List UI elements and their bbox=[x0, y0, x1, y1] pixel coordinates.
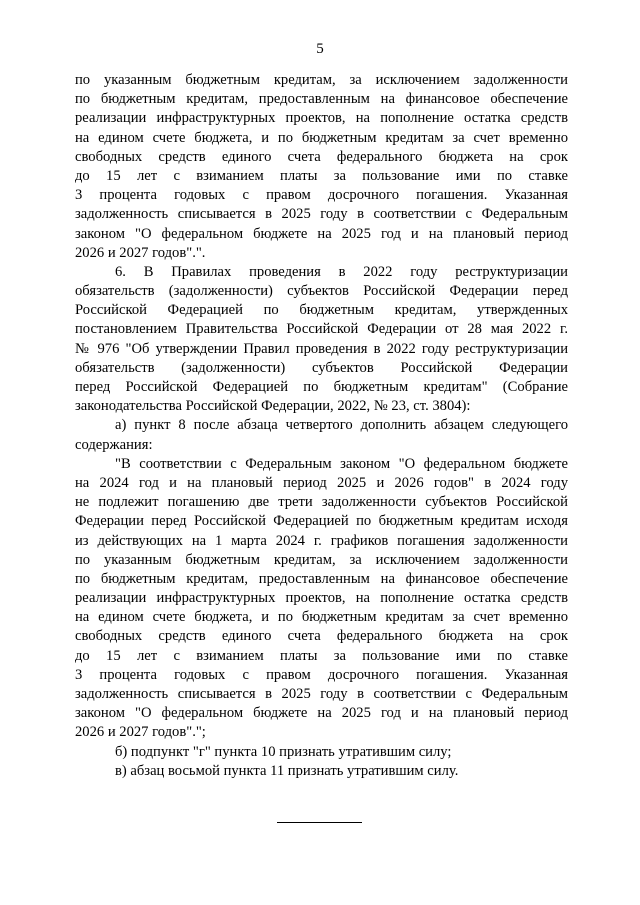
text-line: свободных средств единого счета федерального бюджета на срок bbox=[75, 148, 568, 165]
text-line: по бюджетным кредитам, предоставленным на финансовое обеспечение bbox=[75, 570, 568, 587]
text-line: законодательства Российской Федерации, 2022, № 23, ст. 3804): bbox=[75, 398, 471, 415]
text-line: по указанным бюджетным кредитам, за исключением задолженности bbox=[75, 72, 568, 88]
text-line: до 15 лет с взиманием платы за пользование ими по ставке bbox=[75, 647, 568, 664]
text-line: № 976 "Об утверждении Правил проведения в 2022 году реструктуризации bbox=[75, 340, 568, 357]
text-line: на 2024 год и на плановый период 2025 и 2026 годов" в 2024 году bbox=[75, 474, 568, 491]
text-line: 2026 и 2027 годов".". bbox=[75, 244, 206, 261]
text-line: Российской Федерацией по бюджетным кредитам, утвержденных bbox=[75, 302, 568, 319]
text-line: в) абзац восьмой пункта 11 признать утратившим силу. bbox=[115, 762, 459, 779]
text-line: на едином счете бюджета, и по бюджетным кредитам за счет временно bbox=[75, 129, 568, 146]
text-line: 2026 и 2027 годов"."; bbox=[75, 724, 206, 741]
text-line: Федерации перед Российской Федерацией по бюджетным кредитам исходя bbox=[75, 513, 568, 530]
text-line: из действующих на 1 марта 2024 г. графиков погашения задолженности bbox=[75, 532, 568, 549]
text-line: законом "О федеральном бюджете на 2025 год и на плановый период bbox=[75, 705, 568, 722]
text-line: 6. В Правилах проведения в 2022 году реструктуризации bbox=[115, 263, 568, 280]
text-line: законом "О федеральном бюджете на 2025 год и на плановый период bbox=[75, 225, 568, 242]
text-line: "В соответствии с Федеральным законом "О федеральном бюджете bbox=[115, 455, 568, 472]
text-line: б) подпункт "г" пункта 10 признать утратившим силу; bbox=[115, 743, 452, 760]
document-body bbox=[75, 71, 568, 781]
text-line: по бюджетным кредитам, предоставленным на финансовое обеспечение bbox=[75, 91, 568, 108]
page-number: 5 bbox=[316, 41, 324, 57]
text-line: реализации инфраструктурных проектов, на пополнение остатка средств bbox=[75, 110, 568, 127]
text-line: обязательств (задолженности) субъектов Российской Федерации bbox=[75, 359, 568, 376]
end-divider-line bbox=[277, 822, 362, 823]
text-line: постановлением Правительства Российской Федерации от 28 мая 2022 г. bbox=[75, 321, 568, 338]
text-line: 3 процента годовых с правом досрочного погашения. Указанная bbox=[75, 187, 568, 204]
text-line: содержания: bbox=[75, 436, 153, 453]
text-line: а) пункт 8 после абзаца четвертого дополнить абзацем следующего bbox=[115, 417, 568, 434]
text-line: не подлежит погашению две трети задолженности субъектов Российской bbox=[75, 494, 568, 511]
text-line: перед Российской Федерацией по бюджетным кредитам" (Собрание bbox=[75, 379, 568, 395]
text-line: до 15 лет с взиманием платы за пользование ими по ставке bbox=[75, 167, 568, 184]
text-line: по указанным бюджетным кредитам, за исключением задолженности bbox=[75, 551, 568, 568]
text-line: на едином счете бюджета, и по бюджетным кредитам за счет временно bbox=[75, 609, 568, 626]
text-line: реализации инфраструктурных проектов, на пополнение остатка средств bbox=[75, 590, 568, 607]
text-line: свободных средств единого счета федерального бюджета на срок bbox=[75, 628, 568, 645]
text-line: 3 процента годовых с правом досрочного погашения. Указанная bbox=[75, 666, 568, 683]
text-line: задолженность списывается в 2025 году в соответствии с Федеральным bbox=[75, 686, 568, 702]
text-line: задолженность списывается в 2025 году в соответствии с Федеральным bbox=[75, 206, 568, 223]
text-line: обязательств (задолженности) субъектов Российской Федерации перед bbox=[75, 283, 568, 300]
